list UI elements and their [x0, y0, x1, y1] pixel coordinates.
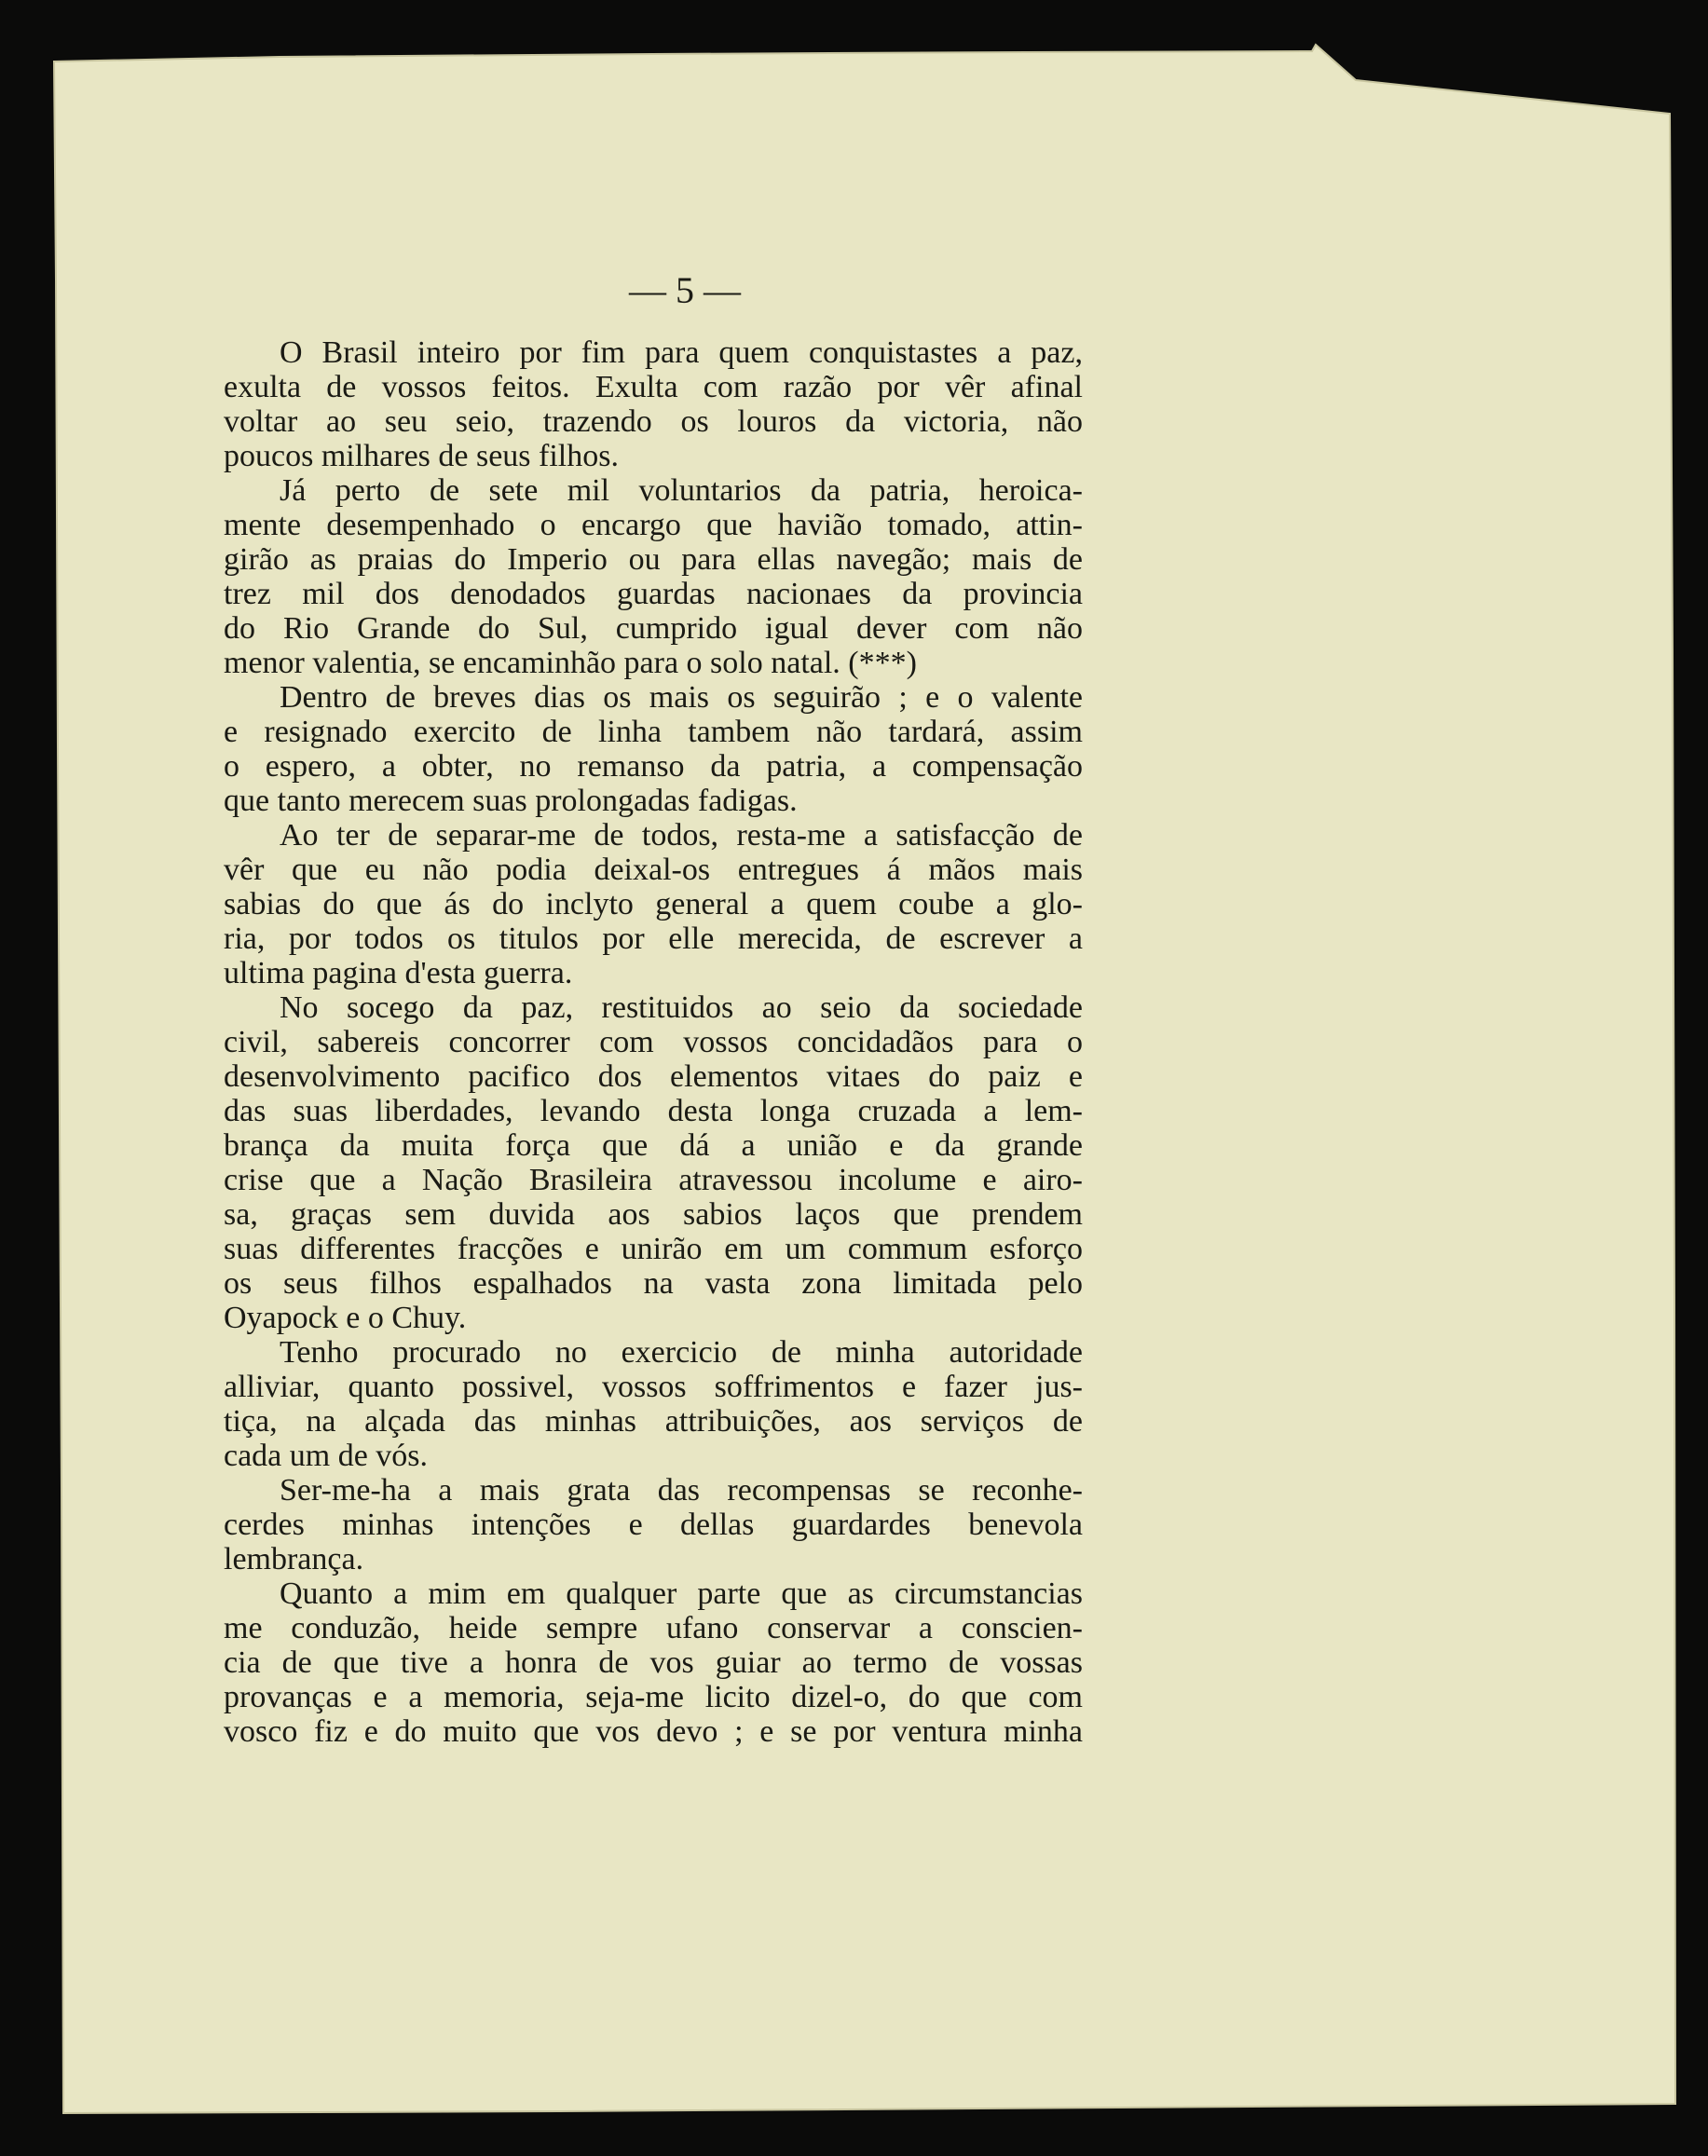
text-line: civil, sabereis concorrer com vossos concidadãos para o	[224, 1025, 1083, 1059]
text-line: das suas liberdades, levando desta longa cruzada a lem-	[224, 1094, 1083, 1128]
text-line: os seus filhos espalhados na vasta zona limitada pelo	[224, 1266, 1083, 1301]
text-line: ultima pagina d'esta guerra.	[224, 956, 573, 990]
text-line: cia de que tive a honra de vos guiar ao termo de vossas	[224, 1645, 1083, 1680]
text-line: menor valentia, se encaminhão para o solo natal. (***)	[224, 646, 917, 680]
paragraph	[224, 1576, 1083, 1749]
text-line: lembrança.	[224, 1542, 364, 1576]
page-number: — 5 —	[629, 269, 741, 311]
text-line: provanças e a memoria, seja-me licito dizel-o, do que com	[224, 1680, 1083, 1714]
text-line: exulta de vossos feitos. Exulta com razão por vêr afinal	[224, 370, 1083, 404]
paragraph	[224, 818, 1083, 990]
text-line: Ser-me-ha a mais grata das recompensas se reconhe-	[280, 1473, 1083, 1508]
text-line: poucos milhares de seus filhos.	[224, 439, 619, 473]
text-line: sa, graças sem duvida aos sabios laços que prendem	[224, 1197, 1083, 1232]
text-line: Ao ter de separar-me de todos, resta-me a satisfacção de	[280, 818, 1083, 853]
paragraph	[224, 473, 1083, 680]
text-line: tiça, na alçada das minhas attribuições, aos serviços de	[224, 1404, 1083, 1439]
text-line: Quanto a mim em qualquer parte que as circumstancias	[280, 1576, 1083, 1611]
text-line: trez mil dos denodados guardas nacionaes da provincia	[224, 577, 1083, 611]
paragraph	[224, 1335, 1083, 1473]
text-line: mente desempenhado o encargo que havião tomado, attin-	[224, 508, 1083, 542]
text-line: voltar ao seu seio, trazendo os louros da victoria, não	[224, 404, 1083, 439]
paragraph	[224, 680, 1083, 818]
paragraph	[224, 990, 1083, 1335]
text-line: crise que a Nação Brasileira atravessou incolume e airo-	[224, 1163, 1083, 1197]
paragraph	[224, 1473, 1083, 1576]
text-line: Tenho procurado no exercicio de minha autoridade	[280, 1335, 1083, 1370]
text-line: cada um de vós.	[224, 1439, 429, 1473]
text-line: que tanto merecem suas prolongadas fadigas.	[224, 784, 798, 818]
text-line: brança da muita força que dá a união e da grande	[224, 1128, 1083, 1163]
text-line: e resignado exercito de linha tambem não tardará, assim	[224, 715, 1083, 749]
text-line: suas differentes fracções e unirão em um commum esforço	[224, 1232, 1083, 1266]
body-text	[224, 335, 1083, 1770]
text-line: ria, por todos os titulos por elle merecida, de escrever a	[224, 921, 1083, 956]
text-line: Oyapock e o Chuy.	[224, 1301, 467, 1335]
text-line: cerdes minhas intenções e dellas guardardes benevola	[224, 1508, 1083, 1542]
text-line: vosco fiz e do muito que vos devo ; e se por ventura minha	[224, 1714, 1083, 1749]
text-line: alliviar, quanto possivel, vossos soffrimentos e fazer jus-	[224, 1370, 1083, 1404]
text-line: girão as praias do Imperio ou para ellas navegão; mais de	[224, 542, 1083, 577]
text-line: Dentro de breves dias os mais os seguirão ; e o valente	[280, 680, 1083, 715]
paragraph	[224, 335, 1083, 473]
text-line: vêr que eu não podia deixal-os entregues á mãos mais	[224, 853, 1083, 887]
text-line: me conduzão, heide sempre ufano conservar a conscien-	[224, 1611, 1083, 1645]
text-line: O Brasil inteiro por fim para quem conquistastes a paz,	[280, 335, 1083, 370]
text-line: sabias do que ás do inclyto general a quem coube a glo-	[224, 887, 1083, 921]
text-line: o espero, a obter, no remanso da patria, a compensação	[224, 749, 1083, 784]
text-line: desenvolvimento pacifico dos elementos vitaes do paiz e	[224, 1059, 1083, 1094]
text-line: Já perto de sete mil voluntarios da patria, heroica-	[280, 473, 1083, 508]
text-line: do Rio Grande do Sul, cumprido igual dever com não	[224, 611, 1083, 646]
text-line: No socego da paz, restituidos ao seio da sociedade	[280, 990, 1083, 1025]
